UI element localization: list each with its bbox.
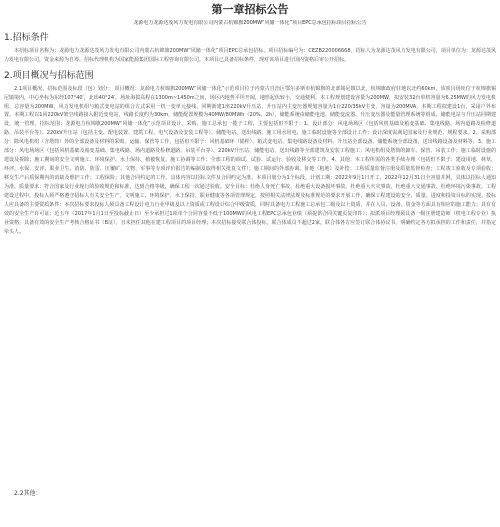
document-subtitle: 龙源电力龙源达茂风力发电有限公司内蒙古杭锦旗200MW“风储一体化”项目EPC总承包招标项目招标公告 <box>133 20 367 26</box>
section-1-heading: 1.招标条件 <box>4 33 49 43</box>
subsection-2-2-heading: 2.2其他： <box>14 489 42 497</box>
section-2-paragraph: 2.1项目概况、招标范围及标段（包）划分： 项目概况：龙源电力杭锦旗200MW“风储一体化”示范项目位于内蒙古自治区鄂尔多斯市杭锦旗的北部锡尼镇以北，杭锦旗政府驻地以北约60km，该项目场址位于杭锦旗锡尼镇境内，中心坐标为东经107°40′，北纬40°24′，场址海拔高程在1300m~1450m之间，场区内地势平坦开阔，地形起伏较小，交通便利。本工程规划建设容量为200MW，拟安装32台单机容量为6.25MW的风力发电机组，总容量为200MW，风力发电机组与箱式变电站的组合方式采用一机一变单元接线。同期新建1座220kV升压站，升压站内主变压器规划容量为1台220/35kV主变，容量为200MVA，本期工程拟建设1台，采用户外布置。本期工程以1回220kV架空线路接入附近变电站，线路长度约为30km，储能配置规模为40MW/80MWh（20%、2h），储能系统由储能电池、储能变流器、升压变压器及能量管理系统等组成。储能电站与升压站同期建设，统一管理。招标范围：龙源电力杭锦旗200MW“风储一体化”示范项目设计、采购、施工总承包一揽子工程，主要包括但不限于：1、设计部分：风电场场区（包括风机基础及箱变基础、集电线路、场内道路及检修道路、吊装平台等）、220kV升压站（包括主变、配电装置、建筑工程、电气设备及安装工程等）、储能电站、送出线路、施工用水用电、施工临时设施等全部设计工作；设计深度需满足国家及行业规范、规程要求。2、采购部分：除风电机组（含塔筒）外的全部设备及材料的采购、运输、保管等工作，包括但不限于：风机基础环（锚栓）、箱式变电站、集电线路设备及材料、升压站全部设备、储能系统全部设备、送出线路设备及材料等。3、施工部分：风电场场区（包括风机基础及箱变基础、集电线路、场内道路及检修道路、吊装平台等）、220kV升压站、储能电站、送出线路等全部建筑及安装工程施工；风电机组及塔筒的卸车、保管、吊装工作；施工临时设施的建设及拆除；施工期间的安全文明施工、环境保护、水土保持、植被恢复、施工协调等工作；全部工程的调试、试验、试运行、验收及移交等工作。4、其他：本工程所需的各类手续办理（包括但不限于：建设用地、林草、环评、水保、安评、职业卫生、消防、防雷、压覆矿、文物、军事等专项评价报告的编制及取得相关批复文件）；施工期间的外部协调、征地（租地）及补偿；工程质量监督注册及质量监督检查；工程竣工验收及专项验收；移交生产后质保期内的消缺及维护工作；工程保险；其他合同约定的工作。具体内容以招标文件及合同约定为准。本项目划分为1个标段。计划工期：2022年9月1日开工，2022年12月31日全容量并网，具体以招标人通知为准。质量要求：符合国家及行业现行的验收规范和标准，达到合格等级，确保工程一次通过验收。安全目标：杜绝人身死亡事故、杜绝重大设备损坏事故、杜绝重大火灾事故、杜绝重大交通事故、杜绝环境污染事故。工程建设过程中，投标人须严格遵守招标人有关安全生产、文明施工、环境保护、水土保持、职业健康等各项管理规定，按照相关法律法规及标准规范的要求开展工作，确保工程建设的安全、质量、进度和投资目标的实现。投标人应具备的主要资质条件：本次招标要求投标人须具备工程设计电力行业甲级及以上资质或工程设计综合甲级资质，同时具备电力工程施工总承包二级及以上资质，并在人员、设备、资金等方面具有相应的施工能力；具有有效的安全生产许可证；近五年（2017年1月1日至投标截止日）至少承担过1项单个合同容量不低于100MW的风电工程EPC总承包业绩（须提供合同关键页复印件）；拟派项目经理须具备一级注册建造师（机电工程专业）执业资格，具备有效的安全生产考核合格证书（B证），且未担任其他在建工程项目的项目经理；本次招标接受联合体投标，联合体成员不超过2家，联合体各方应签订联合体协议书，明确约定各方拟承担的工作和责任，并指定牵头人。 <box>4 85 496 235</box>
document-title: 第一章招标公告 <box>211 3 289 16</box>
section-1-paragraph: 本招标项目名称为：龙源电力龙源达茂风力发电有限公司内蒙古杭锦旗200MW“风储一体化”项目EPC总承包招标，项目招标编号为：CEZB220006668，招标人为龙源达茂风力发电有限公司，项目单位为：龙源达茂风力发电有限公司，资金来源为自筹。招标代理机构为国家能源集团国际工程咨询有限公司。本项目已具备招标条件，现对该项目进行国内资格后审公开招标。 <box>4 48 496 63</box>
section-2-heading: 2.项目概况与招标范围 <box>4 70 94 81</box>
